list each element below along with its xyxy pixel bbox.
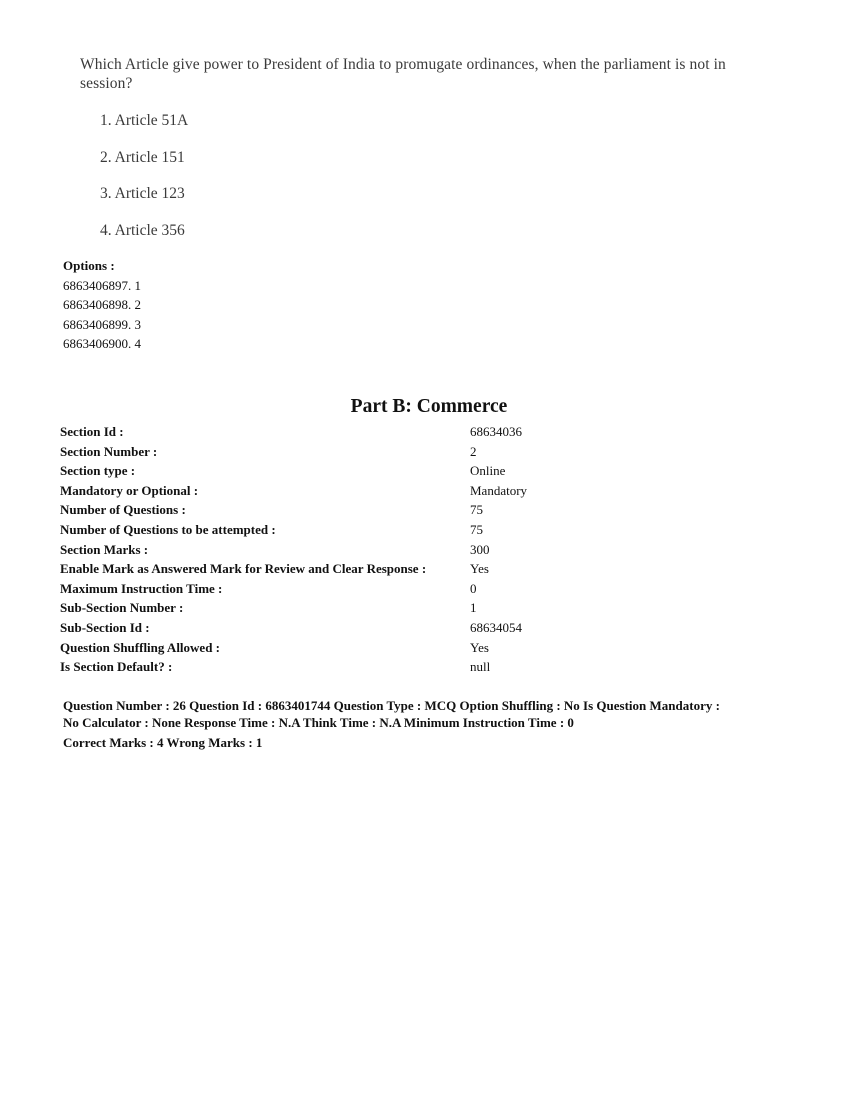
part-title: Part B: Commerce <box>350 396 508 417</box>
marks-line: Correct Marks : 4 Wrong Marks : 1 <box>63 735 263 750</box>
section-row-value: null <box>470 659 491 675</box>
section-row <box>60 422 527 442</box>
question-meta-line: No Calculator : None Response Time : N.A Think Time : N.A Minimum Instruction Time : 0 <box>63 714 574 730</box>
option-item: 6863406900. 4 <box>63 336 141 351</box>
question-meta <box>63 698 793 731</box>
section-row-value: Online <box>470 463 506 479</box>
choice-item: 3. Article 123 <box>100 185 185 202</box>
section-row-label: Section type : <box>60 463 136 479</box>
section-row-value: 68634036 <box>470 424 522 439</box>
section-row <box>60 598 527 618</box>
section-row-label: Is Section Default? : <box>60 659 173 675</box>
section-row-label: Question Shuffling Allowed : <box>60 639 221 655</box>
section-row-label: Sub-Section Id : <box>60 619 150 635</box>
section-row-label: Section Id : <box>60 424 124 439</box>
options-title: Options : <box>63 258 115 273</box>
option-item: 6863406897. 1 <box>63 277 141 293</box>
choice-item: 1. Article 51A <box>100 112 189 129</box>
section-row <box>60 657 527 677</box>
section-row <box>60 540 527 560</box>
section-row-value: 2 <box>470 443 477 459</box>
section-row <box>60 481 527 501</box>
section-row-value: 75 <box>470 502 483 518</box>
question-meta-line: Question Number : 26 Question Id : 6863401744 Question Type : MCQ Option Shuffling : No Is Question Mandatory : <box>63 698 720 713</box>
section-row-label: Number of Questions : <box>60 502 186 518</box>
choice-list <box>100 111 188 257</box>
section-row <box>60 461 527 481</box>
section-row-label: Mandatory or Optional : <box>60 482 199 498</box>
section-row <box>60 559 527 579</box>
option-item: 6863406898. 2 <box>63 297 141 312</box>
section-row-value: Yes <box>470 639 489 655</box>
section-row <box>60 638 527 658</box>
section-row-label: Number of Questions to be attempted : <box>60 521 276 537</box>
question-text: Which Article give power to President of India to promugate ordinances, when the parliament is not in session? <box>80 56 726 92</box>
section-row-value: 0 <box>470 580 477 596</box>
section-row-value: Yes <box>470 561 489 577</box>
choice-item: 4. Article 356 <box>100 221 185 239</box>
section-info-table <box>60 422 527 677</box>
options-block <box>63 256 141 354</box>
section-row-label: Section Marks : <box>60 541 149 557</box>
section-row <box>60 618 527 638</box>
section-row-label: Sub-Section Number : <box>60 600 184 616</box>
choice-item: 2. Article 151 <box>100 148 185 166</box>
section-row-label: Section Number : <box>60 443 158 459</box>
section-row <box>60 520 527 540</box>
section-row-value: Mandatory <box>470 482 528 498</box>
section-row-value: 300 <box>470 541 490 557</box>
section-row <box>60 442 527 462</box>
section-row-value: 75 <box>470 521 483 537</box>
option-item: 6863406899. 3 <box>63 316 141 332</box>
section-row <box>60 500 527 520</box>
section-row-value: 68634054 <box>470 619 522 635</box>
section-row-value: 1 <box>470 600 477 616</box>
question-image <box>78 55 758 250</box>
section-row-label: Enable Mark as Answered Mark for Review and Clear Response : <box>60 561 427 577</box>
section-row-label: Maximum Instruction Time : <box>60 580 223 596</box>
section-row <box>60 579 527 599</box>
